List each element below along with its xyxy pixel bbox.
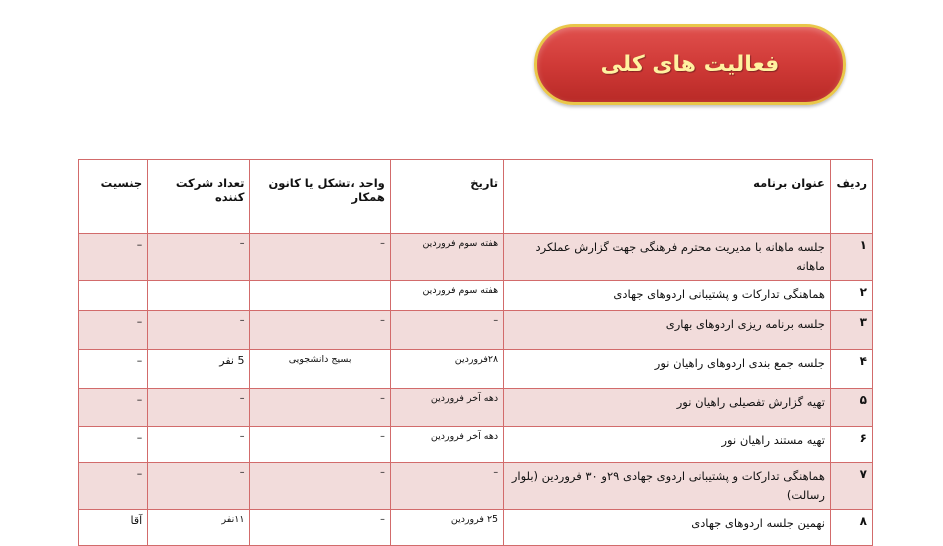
row-gender — [79, 281, 148, 311]
activities-table — [78, 159, 873, 546]
row-date: ۲5 فروردین — [390, 510, 503, 546]
row-number: ۱ — [830, 234, 872, 281]
row-date: هفته سوم فروردین — [390, 234, 503, 281]
row-topic: هماهنگی تدارکات و پشتیبانی اردوهای جهادی — [504, 281, 831, 311]
row-unit: – — [250, 234, 390, 281]
row-topic: هماهنگی تدارکات و پشتیبانی اردوی جهادی ۲۹و ۳۰ فروردین (بلوار رسالت) — [504, 463, 831, 510]
row-number: ۴ — [830, 350, 872, 389]
row-count: – — [148, 427, 250, 463]
row-topic: جلسه برنامه ریزی اردوهای بهاری — [504, 311, 831, 350]
table-row — [79, 234, 873, 281]
table-row — [79, 350, 873, 389]
row-topic: نهمین جلسه اردوهای جهادی — [504, 510, 831, 546]
table-row — [79, 463, 873, 510]
table-row — [79, 311, 873, 350]
row-count: – — [148, 234, 250, 281]
table-row — [79, 389, 873, 427]
row-count: 5 نفر — [148, 350, 250, 389]
row-number: ۸ — [830, 510, 872, 546]
page-title-banner — [534, 24, 846, 105]
row-number: ۲ — [830, 281, 872, 311]
header-count: تعداد شرکت کننده — [148, 160, 250, 234]
row-number: ۶ — [830, 427, 872, 463]
row-number: ۷ — [830, 463, 872, 510]
row-unit: – — [250, 427, 390, 463]
table-row — [79, 427, 873, 463]
row-number: ۵ — [830, 389, 872, 427]
header-date: تاریخ — [390, 160, 503, 234]
header-row-number: ردیف — [830, 160, 872, 234]
row-date: هفته سوم فروردین — [390, 281, 503, 311]
table-row — [79, 281, 873, 311]
header-gender: جنسیت — [79, 160, 148, 234]
row-date: ۲۸فروردین — [390, 350, 503, 389]
row-topic: تهیه گزارش تفصیلی راهیان نور — [504, 389, 831, 427]
header-unit: واحد ،تشکل یا کانون همکار — [250, 160, 390, 234]
table-header-row — [79, 160, 873, 234]
row-count: – — [148, 389, 250, 427]
row-number: ۳ — [830, 311, 872, 350]
row-unit: – — [250, 311, 390, 350]
row-gender: آقا — [79, 510, 148, 546]
row-date: دهه آخر فروردین — [390, 427, 503, 463]
row-unit — [250, 281, 390, 311]
row-count: – — [148, 311, 250, 350]
row-gender: – — [79, 389, 148, 427]
row-gender: – — [79, 311, 148, 350]
row-unit: – — [250, 510, 390, 546]
row-count: – — [148, 463, 250, 510]
row-gender: – — [79, 234, 148, 281]
row-count: ۱۱نفر — [148, 510, 250, 546]
header-topic: عنوان برنامه — [504, 160, 831, 234]
row-unit: بسیج دانشجویی — [250, 350, 390, 389]
page-title: فعالیت های کلی — [600, 52, 780, 77]
table-row — [79, 510, 873, 546]
row-count — [148, 281, 250, 311]
row-gender: – — [79, 427, 148, 463]
row-topic: جلسه ماهانه با مدیریت محترم فرهنگی جهت گزارش عملکرد ماهانه — [504, 234, 831, 281]
row-unit: – — [250, 463, 390, 510]
row-unit: – — [250, 389, 390, 427]
row-topic: تهیه مستند راهیان نور — [504, 427, 831, 463]
row-date: – — [390, 311, 503, 350]
row-gender: – — [79, 350, 148, 389]
row-date: – — [390, 463, 503, 510]
row-gender: – — [79, 463, 148, 510]
row-topic: جلسه جمع بندی اردوهای راهیان نور — [504, 350, 831, 389]
row-date: دهه آخر فروردین — [390, 389, 503, 427]
